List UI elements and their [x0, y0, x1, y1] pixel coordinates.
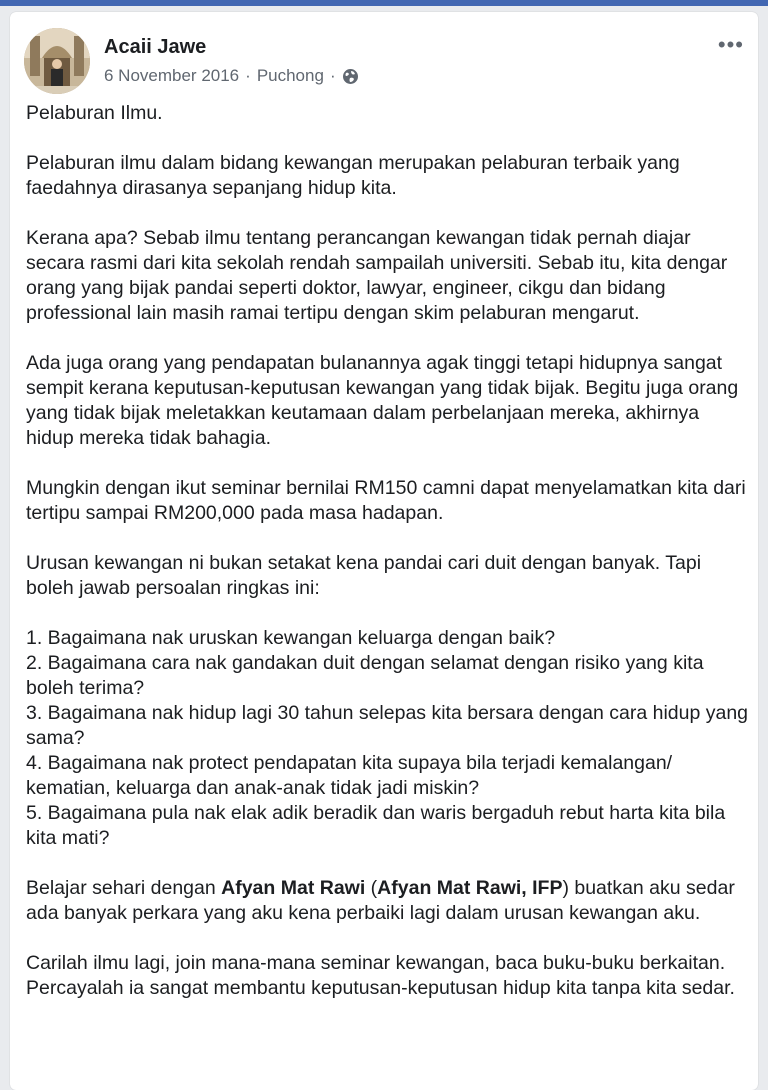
question-item: 3. Bagaimana nak hidup lagi 30 tahun selepas kita bersara dengan cara hidup yang sama?	[26, 702, 749, 749]
belajar-suffix: ) buatkan aku sedar ada banyak perkara yang aku kena perbaiki lagi dalam urusan kewangan aku.	[26, 877, 735, 924]
post-header	[24, 26, 744, 96]
post-paragraph: Kerana apa? Sebab ilmu tentang perancangan kewangan tidak pernah diajar secara rasmi dari kita sekolah rendah sampailah universiti. Sebab itu, kita dengar orang yang bijak pandai seperti doktor, lawyar, engineer, cikgu dan bidang professional lain masih ramai tertipu dengan skim pelaburan mengarut.	[26, 227, 728, 324]
post-card	[10, 12, 758, 1090]
question-item: 2. Bagaimana cara nak gandakan duit dengan selamat dengan risiko yang kita boleh terima?	[26, 652, 704, 699]
post-paragraph: Mungkin dengan ikut seminar bernilai RM150 camni dapat menyelamatkan kita dari tertipu sampai RM200,000 pada masa hadapan.	[26, 477, 746, 524]
avatar[interactable]	[24, 28, 90, 94]
post-paragraph-belajar	[26, 876, 748, 926]
author-name[interactable]: Acaii Jawe	[104, 36, 207, 58]
question-item: 5. Bagaimana pula nak elak adik beradik dan waris bergaduh rebut harta kita bila kita mati?	[26, 802, 726, 849]
post-paragraph: Urusan kewangan ni bukan setakat kena pandai cari duit dengan banyak. Tapi boleh jawab persoalan ringkas ini:	[26, 552, 702, 599]
meta-separator: ·	[245, 66, 251, 85]
question-item: 4. Bagaimana nak protect pendapatan kita supaya bila terjadi kemalangan/ kematian, keluarga dan anak-anak tidak jadi miskin?	[26, 752, 673, 799]
post-closing: Carilah ilmu lagi, join mana-mana seminar kewangan, baca buku-buku berkaitan. Percayalah ia sangat membantu keputusan-keputusan hidup kita tanpa kita sedar.	[26, 952, 735, 999]
more-options-icon[interactable]: •••	[717, 32, 744, 57]
post-title: Pelaburan Ilmu.	[26, 102, 163, 124]
globe-icon[interactable]	[342, 68, 359, 85]
mention-afyan-mat-rawi-ifp[interactable]: Afyan Mat Rawi, IFP	[377, 877, 563, 899]
post-meta	[104, 66, 359, 86]
post-body	[26, 101, 748, 1001]
mention-afyan-mat-rawi[interactable]: Afyan Mat Rawi	[221, 877, 366, 899]
post-location[interactable]: Puchong	[256, 66, 324, 85]
belajar-prefix: Belajar sehari dengan	[26, 877, 222, 899]
post-date[interactable]: 6 November 2016	[104, 66, 240, 85]
question-item: 1. Bagaimana nak uruskan kewangan keluarga dengan baik?	[26, 627, 556, 649]
post-paragraph: Ada juga orang yang pendapatan bulanannya agak tinggi tetapi hidupnya sangat sempit kerana keputusan-keputusan kewangan yang tidak bijak. Begitu juga orang yang tidak bijak meletakkan keutamaan dalam perbelanjaan mereka, akhirnya hidup mereka tidak bahagia.	[26, 352, 739, 449]
belajar-mid: (	[365, 877, 378, 899]
top-brand-bar	[0, 0, 768, 6]
post-paragraph: Pelaburan ilmu dalam bidang kewangan merupakan pelaburan terbaik yang faedahnya dirasanya sepanjang hidup kita.	[26, 152, 680, 199]
meta-separator: ·	[329, 66, 336, 85]
